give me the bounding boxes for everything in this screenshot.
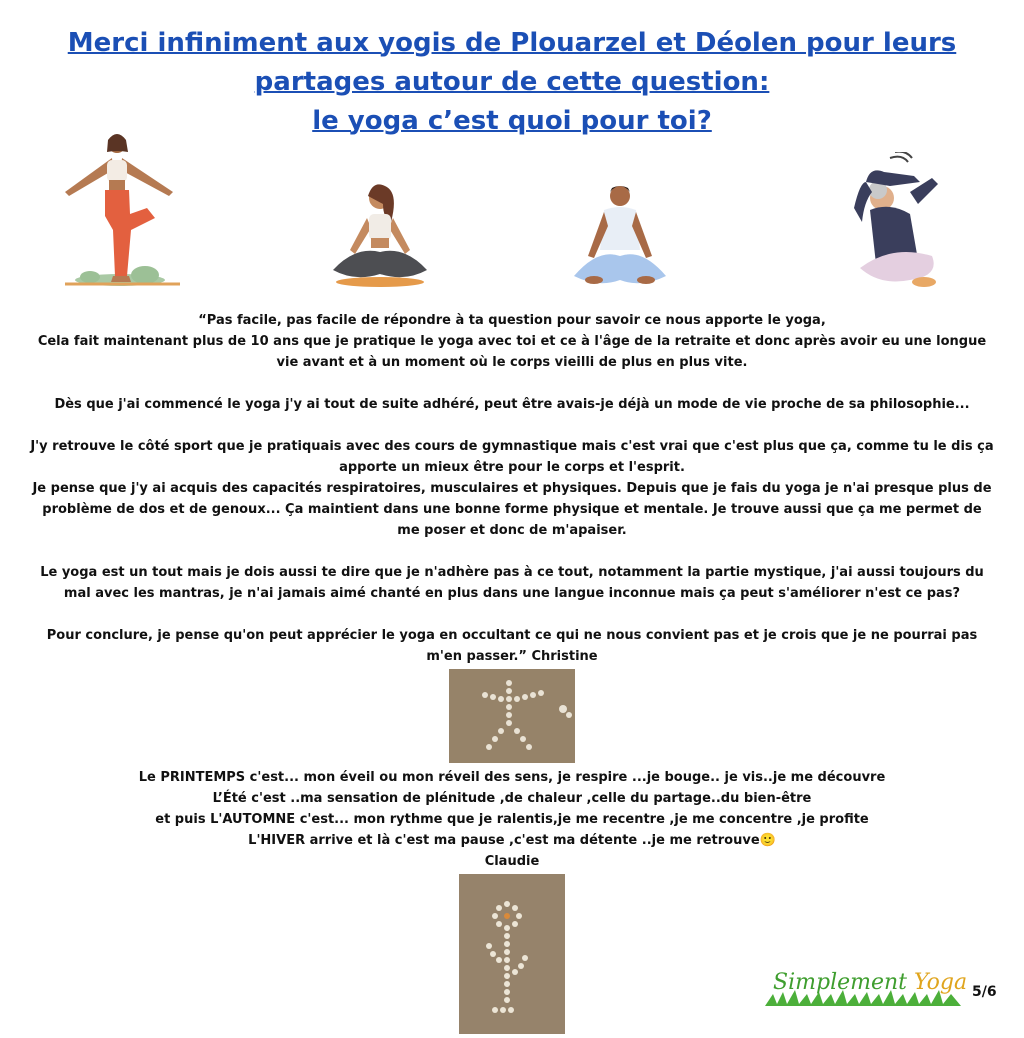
testimony-2-line: L’Été c'est ..ma sensation de plénitude ,de chaleur ,celle du partage..du bien-être [212, 791, 812, 806]
testimony-2-line: Le PRINTEMPS c'est... mon éveil ou mon réveil des sens, je respire ...je bouge.. je vis..je me découvre [138, 770, 886, 785]
stretching-senior-illustration [840, 152, 950, 292]
testimony-2-line: L'HIVER arrive et là c'est ma pause ,c'est ma détente ..je me retrouve🙂 [248, 833, 776, 848]
page-title [40, 24, 984, 141]
testimony-1-paragraph-1 [30, 310, 994, 373]
shell-flower-photo [459, 874, 565, 1034]
testimony-1-line: Je pense que j'y ai acquis des capacités respiratoires, musculaires et physiques. Depuis que je fais du yoga je n'ai presque plus de problème de dos et de genoux... Ça maintient dans une bonne forme physique et mentale. Je trouve aussi que ça me permet de me poser et donc de m'apaiser. [32, 481, 992, 538]
testimonies [30, 310, 994, 1038]
testimony-2-author: Claudie [484, 854, 540, 869]
simplement-yoga-logo [765, 968, 968, 1008]
shell-figure-photo [449, 669, 575, 763]
testimony-1-line: Cela fait maintenant plus de 10 ans que je pratique le yoga avec toi et ce à l'âge de la retraite et donc après avoir eu une longue vie avant et à un moment où le corps vieilli de plus en plus vite. [37, 334, 987, 370]
logo-text-part-3: Yoga [914, 970, 968, 995]
title-line-2: partages autour de cette question: [254, 67, 770, 97]
testimony-1-paragraph-3 [30, 436, 994, 541]
page-number: 5/6 [972, 984, 997, 1000]
meditating-man-illustration [570, 180, 670, 292]
testimony-1-paragraph-5: Pour conclure, je pense qu'on peut apprécier le yoga en occultant ce qui ne nous convient pas et je crois que je ne pourrai pas m'en passer.” Christine [46, 628, 978, 664]
title-line-3: le yoga c’est quoi pour toi? [312, 106, 712, 136]
testimony-1-line: “Pas facile, pas facile de répondre à ta question pour savoir ce nous apporte le yoga, [198, 313, 826, 328]
testimony-2-line: et puis L'AUTOMNE c'est... mon rythme que je ralentis,je me recentre ,je me concentre ,je profite [155, 812, 869, 827]
logo-text [773, 970, 967, 995]
logo-text-part-1: Simp [773, 970, 831, 995]
testimony-1-paragraph-4: Le yoga est un tout mais je dois aussi te dire que je n'adhère pas à ce tout, notamment la partie mystique, j'ai aussi toujours du mal avec les mantras, je n'ai jamais aimé chanté en plus dans une langue inconnue mais ça peut s'améliorer n'est ce pas? [40, 565, 984, 601]
meditating-woman-illustration [325, 178, 435, 290]
title-line-1: Merci infiniment aux yogis de Plouarzel et Déolen pour leurs [67, 28, 957, 58]
tree-pose-illustration [55, 130, 185, 290]
testimony-2 [30, 767, 994, 872]
testimony-1-paragraph-2: Dès que j'ai commencé le yoga j'y ai tout de suite adhéré, peut être avais-je déjà un mode de vie proche de sa philosophie... [54, 397, 970, 412]
testimony-1-line: J'y retrouve le côté sport que je pratiquais avec des cours de gymnastique mais c'est vrai que c'est plus que ça, comme tu le dis ça apporte un mieux être pour le corps et l'esprit. [30, 439, 994, 475]
logo-text-part-2: lement [830, 970, 915, 995]
